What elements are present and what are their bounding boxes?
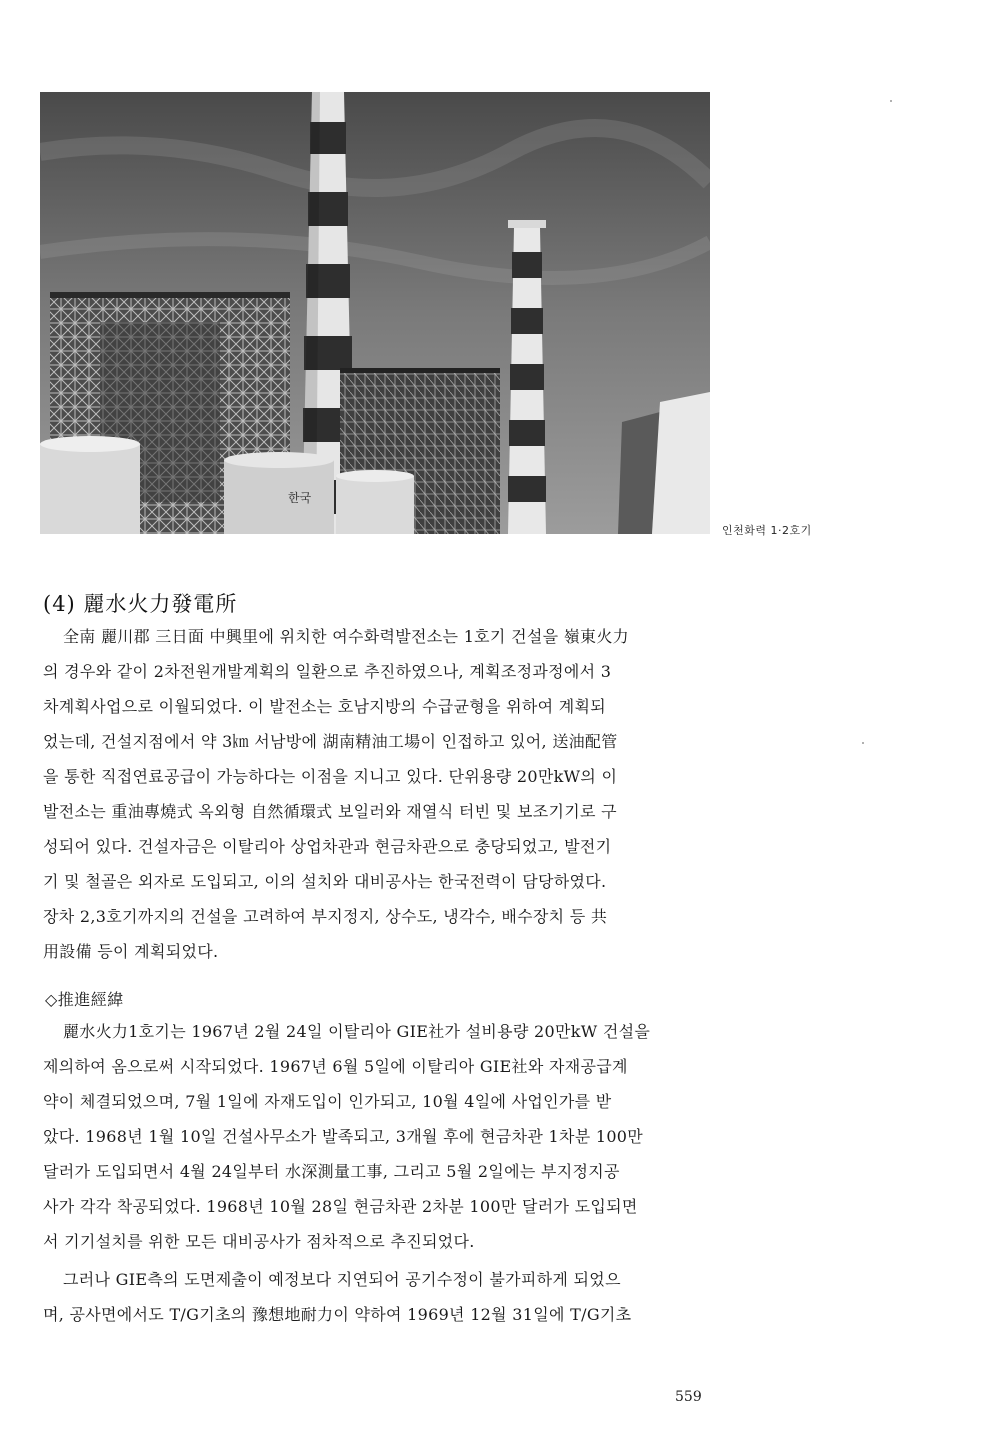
power-plant-photo <box>40 92 710 534</box>
body-paragraph-1 <box>43 619 700 969</box>
margin-speck <box>862 742 864 744</box>
paragraph-line: 았다. 1968년 1월 10일 건설사무소가 발족되고, 3개월 후에 현금차관 1차분 100만 <box>43 1127 644 1146</box>
paragraph-line: 차계획사업으로 이월되었다. 이 발전소는 호남지방의 수급균형을 위하여 계획되 <box>43 697 607 716</box>
paragraph-line: 성되어 있다. 건설자금은 이탈리아 상업차관과 현금차관으로 충당되었고, 발전기 <box>43 837 612 856</box>
photo-caption: 인천화력 1·2호기 <box>722 524 812 537</box>
body-paragraph-2 <box>43 1014 700 1259</box>
paragraph-line: 用設備 등이 계획되었다. <box>43 942 219 961</box>
paragraph-line: 약이 체결되었으며, 7월 1일에 자재도입이 인가되고, 10월 4일에 사업인가를 받 <box>43 1092 612 1111</box>
paragraph-line: 麗水火力1호기는 1967년 2월 24일 이탈리아 GIE社가 설비용량 20만kW 건설을 <box>63 1022 651 1041</box>
paragraph-line: 며, 공사면에서도 T/G기초의 豫想地耐力이 약하여 1969년 12월 31일에 T/G기초 <box>43 1305 632 1324</box>
section-title: (4) 麗水火力發電所 <box>43 592 238 616</box>
paragraph-line: 기 및 철골은 외자로 도입되고, 이의 설치와 대비공사는 한국전력이 담당하였다. <box>43 872 607 891</box>
body-paragraph-3 <box>43 1262 700 1332</box>
power-plant-illustration <box>40 92 710 534</box>
paragraph-line: 사가 각각 착공되었다. 1968년 10월 28일 현금차관 2차분 100만 달러가 도입되면 <box>43 1197 638 1216</box>
paragraph-line: 의 경우와 같이 2차전원개발계획의 일환으로 추진하였으나, 계획조정과정에서 3 <box>43 662 612 681</box>
paragraph-line: 제의하여 옴으로써 시작되었다. 1967년 6월 5일에 이탈리아 GIE社와 자재공급계 <box>43 1057 628 1076</box>
paragraph-line: 을 통한 직접연료공급이 가능하다는 이점을 지니고 있다. 단위용량 20만kW의 이 <box>43 767 618 786</box>
paragraph-line: 달러가 도입되면서 4월 24일부터 水深測量工事, 그리고 5월 2일에는 부지정지공 <box>43 1162 620 1181</box>
tank-label: 한국 <box>288 491 312 505</box>
paragraph-line: 었는데, 건설지점에서 약 3㎞ 서남방에 湖南精油工場이 인접하고 있어, 送油配管 <box>43 732 618 751</box>
paragraph-line: 장차 2,3호기까지의 건설을 고려하여 부지정지, 상수도, 냉각수, 배수장치 등 共 <box>43 907 608 926</box>
subheading-promotion-history: ◇推進經緯 <box>45 990 124 1009</box>
page-number: 559 <box>675 1389 702 1405</box>
chimney-short <box>508 220 546 534</box>
paragraph-line: 서 기기설치를 위한 모든 대비공사가 점차적으로 추진되었다. <box>43 1232 475 1251</box>
margin-speck <box>890 100 892 102</box>
paragraph-line: 발전소는 重油專燒式 옥외형 自然循環式 보일러와 재열식 터빈 및 보조기기로 구 <box>43 802 617 821</box>
paragraph-line: 全南 麗川郡 三日面 中興里에 위치한 여수화력발전소는 1호기 건설을 嶺東火力 <box>63 627 629 646</box>
paragraph-line: 그러나 GIE측의 도면제출이 예정보다 지연되어 공기수정이 불가피하게 되었으 <box>63 1270 621 1289</box>
